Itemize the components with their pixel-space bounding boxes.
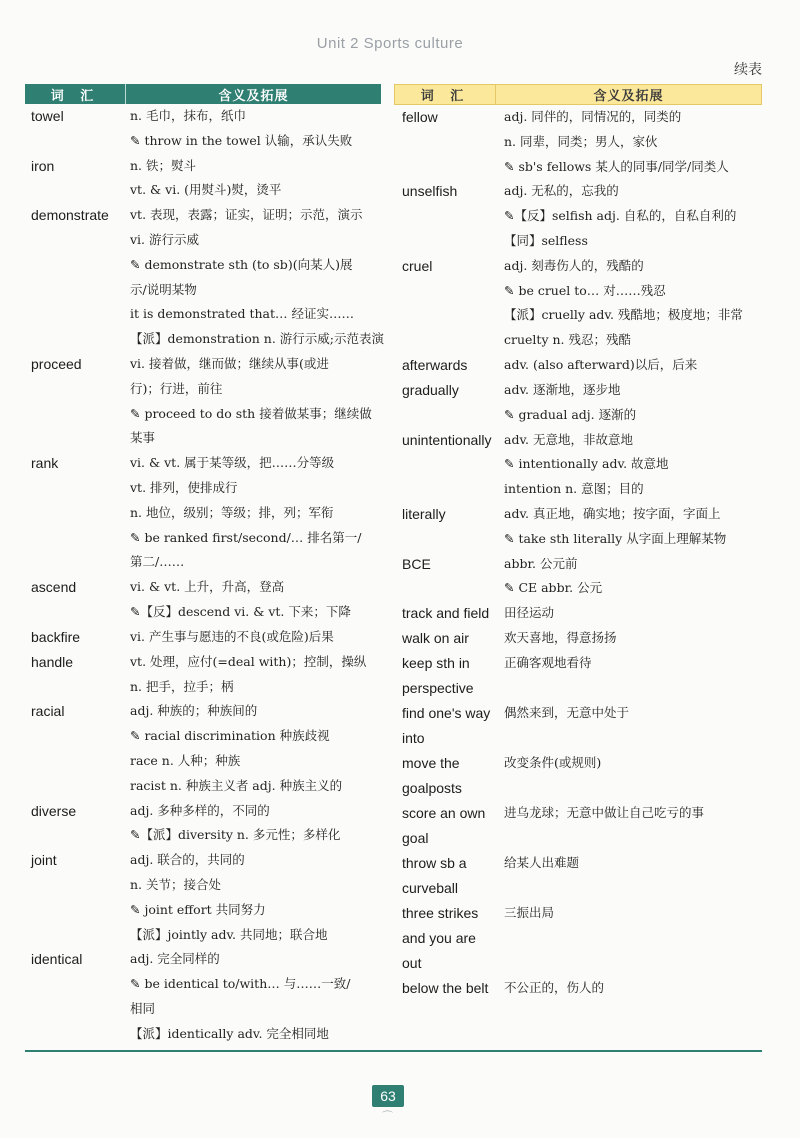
definition-line: adv. 无意地，非故意地 [504,431,633,447]
left-entries [25,104,384,1046]
definition-line: 相同 [130,1000,156,1016]
right-entries [394,105,762,1001]
vocab-entry [394,179,762,253]
vocab-word: fellow [402,109,438,125]
vocab-entry [394,701,762,751]
vocab-word: joint [31,852,57,869]
definition-line: 偶然来到，无意中处于 [504,705,630,721]
vocab-word: backfire [31,628,81,645]
vocab-definitions [498,179,762,253]
vocab-definitions [129,352,381,451]
vocab-entry [394,428,762,502]
vocab-entry [394,353,762,378]
header-meaning: 含义及拓展 [218,88,289,104]
definition-line: 不公正的，伤人的 [504,980,605,996]
definition-line: n. 地位，级别；等级；排，列；军衔 [130,504,334,520]
definition-line: ✎ throw in the towel 认输，承认失败 [130,132,353,148]
vocab-word: handle [31,653,74,670]
vocab-definitions [498,976,762,1001]
vocab-word: racial [31,703,65,720]
vocab-entry [25,203,384,352]
right-table-header [394,84,762,105]
definition-line: adj. 完全同样的 [130,951,220,967]
vocab-entry [25,575,381,625]
vocab-definitions [129,699,381,798]
vocab-definitions [498,701,762,751]
definition-line: n. 毛巾，抹布，纸巾 [130,108,246,123]
bottom-divider [25,1050,762,1052]
definition-line: ✎ joint effort 共同努力 [130,901,266,917]
vocab-definitions [129,947,381,1046]
definition-line: n. 同辈，同类；男人，家伙 [504,133,658,149]
vocab-entry [25,947,381,1046]
vocab-word: unselfish [402,183,458,200]
vocab-entry [394,254,762,353]
vocab-definitions [129,799,381,849]
vocab-definitions [498,851,762,901]
definition-line: 示/说明某物 [130,281,197,297]
definition-line: vi. 接着做，继而做；继续从事(或进 [130,355,329,371]
page-number: 63 [372,1085,404,1107]
definition-line: ✎ CE abbr. 公元 [504,580,603,596]
definition-line: vt. 处理，应付(=deal with)；控制，操纵 [130,653,367,669]
definition-line: adj. 无私的，忘我的 [504,183,619,199]
definition-line: it is demonstrated that… 经证实…… [130,306,354,322]
vocab-word: three strikes and you are out [402,905,479,972]
vocab-entry [394,601,762,626]
vocab-definitions [129,451,381,575]
vocab-definitions [498,105,762,179]
vocab-entry [25,799,381,849]
unit-title: Unit 2 Sports culture [316,35,464,52]
continued-label: 续表 [734,62,762,78]
vocab-definitions [498,901,762,976]
vocab-entry [394,651,762,701]
definition-line: vi. 产生事与愿违的不良(或危险)后果 [130,628,334,644]
vocab-definitions [498,601,762,626]
definition-line: 改变条件(或规则) [504,755,602,771]
definition-line: ✎ demonstrate sth (to sb)(向某人)展 [130,256,353,272]
vocab-word: demonstrate [31,207,109,224]
definition-line: 【派】identically adv. 完全相同地 [130,1025,329,1041]
definition-line: adj. 刻毒伤人的，残酷的 [504,257,644,273]
definition-line: vi. & vt. 属于某等级，把……分等级 [130,455,335,471]
vocab-definitions [129,650,381,700]
definition-line: ✎ be ranked first/second/… 排名第一/ [130,529,362,545]
definition-line: ✎ sb's fellows 某人的同事/同学/同类人 [504,158,729,174]
definition-line: n. 把手，拉手；柄 [130,678,234,694]
definition-line: vt. 表现，表露；证实，证明；示范，演示 [130,207,363,223]
vocab-word: walk on air [402,630,469,647]
vocab-word: gradually [402,381,459,398]
vocab-definitions [498,751,762,801]
vocab-entry [394,552,762,602]
vocab-entry [394,976,762,1001]
vocab-entry [394,626,762,651]
vocab-definitions [129,848,381,947]
definition-line: ✎【反】descend vi. & vt. 下来；下降 [130,603,351,619]
definition-line: 给某人出难题 [504,855,580,871]
definition-line: 田径运动 [504,605,555,621]
definition-line: 【派】jointly adv. 共同地；联合地 [130,926,328,942]
vocab-definitions [129,104,381,154]
vocab-entry [25,625,381,650]
definition-line: ✎ racial discrimination 种族歧视 [130,728,330,744]
definition-line: vi. & vt. 上升，升高，登高 [130,579,285,595]
definition-line: ✎ take sth literally 从字面上理解某物 [504,530,727,546]
vocab-definitions [498,801,762,851]
vocab-entry [394,901,762,976]
vocab-entry [394,105,762,179]
definition-line: ✎ gradual adj. 逐渐的 [504,406,637,422]
left-column [25,84,384,1046]
definition-line: n. 关节；接合处 [130,876,221,892]
definition-line: adj. 联合的，共同的 [130,852,245,868]
vocab-word: find one's way into [402,705,491,747]
definition-line: 欢天喜地，得意扬扬 [504,630,617,646]
header-meaning: 含义及拓展 [593,89,664,104]
vocab-definitions [129,154,381,204]
vocab-word: score an own goal [402,805,486,847]
vocab-definitions [498,502,762,552]
vocab-entry [25,104,381,154]
vocab-definitions [498,353,762,378]
vocab-word: cruel [402,257,433,274]
vocab-definitions [498,254,762,353]
vocab-word: below the belt [402,980,489,997]
definition-line: cruelty n. 残忍；残酷 [504,332,631,348]
definition-line: 某事 [130,430,156,446]
definition-line: adj. 同伴的，同情况的，同类的 [504,109,682,124]
definition-line: vt. & vi. (用熨斗)熨，烫平 [130,182,282,198]
definition-line: 三振出局 [504,905,555,921]
definition-line: adv. 真正地，确实地；按字面，字面上 [504,505,721,521]
vocab-word: proceed [31,355,82,372]
vocab-word: identical [31,951,83,968]
vocab-entry [394,751,762,801]
vocab-entry [394,378,762,428]
header-word: 词 汇 [420,89,470,104]
vocab-entry [25,699,381,798]
definition-line: n. 铁；熨斗 [130,157,196,173]
vocab-definitions [129,203,384,352]
vocab-word: move the goalposts [402,755,462,797]
vocab-definitions [498,428,762,502]
definition-line: race n. 人种；种族 [130,752,241,768]
definition-line: 第二/…… [130,554,185,570]
vocab-entry [25,650,381,700]
vocab-word: unintentionally [402,431,492,448]
definition-line: racist n. 种族主义者 adj. 种族主义的 [130,777,343,793]
definition-line: ✎ intentionally adv. 故意地 [504,456,669,472]
vocab-word: throw sb a curveball [402,855,467,897]
vocab-entry [394,502,762,552]
vocab-entry [25,352,381,451]
definition-line: adj. 多种多样的，不同的 [130,802,270,818]
vocab-definitions [129,625,381,650]
vocab-word: BCE [402,555,431,572]
vocab-entry [394,851,762,901]
vocab-entry [394,801,762,851]
definition-line: adv. (also afterward)以后，后来 [504,356,698,372]
vocab-word: towel [31,108,64,124]
definition-line: 进乌龙球；无意中做让自己吃亏的事 [504,805,705,821]
vocab-word: diverse [31,802,77,819]
vocab-definitions [498,378,762,428]
vocab-word: afterwards [402,356,468,373]
vocab-entry [25,154,381,204]
vocab-definitions [498,552,762,602]
definition-line: ✎【反】selfish adj. 自私的，自私自利的 [504,208,737,224]
vocab-definitions [498,651,762,701]
vocab-definitions [498,626,762,651]
definition-line: 【同】selfless [504,232,588,248]
definition-line: intention n. 意图；目的 [504,481,644,497]
vocab-entry [25,848,381,947]
definition-line: abbr. 公元前 [504,555,578,571]
definition-line: 正确客观地看待 [504,655,592,671]
vocab-entry [25,451,381,575]
definition-line: 【派】cruelly adv. 残酷地；极度地；非常 [504,307,743,323]
vocab-word: iron [31,157,55,174]
vocab-word: track and field [402,605,490,622]
definition-line: ✎ be cruel to… 对……残忍 [504,282,666,298]
vocab-definitions [129,575,381,625]
definition-line: ✎【派】diversity n. 多元性；多样化 [130,827,341,843]
definition-line: 【派】demonstration n. 游行示威;示范表演 [130,331,384,347]
vocab-word: rank [31,455,59,472]
definition-line: vt. 排列，使排成行 [130,479,238,495]
left-table-header [25,84,381,104]
definition-line: vi. 游行示威 [130,231,200,247]
definition-line: adj. 种族的；种族间的 [130,703,258,719]
definition-line: ✎ proceed to do sth 接着做某事；继续做 [130,405,372,421]
vocab-word: ascend [31,579,77,596]
bird-icon: ⌒ [382,1110,393,1123]
definition-line: ✎ be identical to/with… 与……一致/ [130,976,351,992]
definition-line: 行)；行进，前往 [130,380,223,396]
vocab-word: keep sth in perspective [402,655,474,697]
header-word: 词 汇 [50,88,100,104]
vocab-word: literally [402,505,446,522]
right-column [394,84,762,1001]
definition-line: adv. 逐渐地，逐步地 [504,381,621,397]
